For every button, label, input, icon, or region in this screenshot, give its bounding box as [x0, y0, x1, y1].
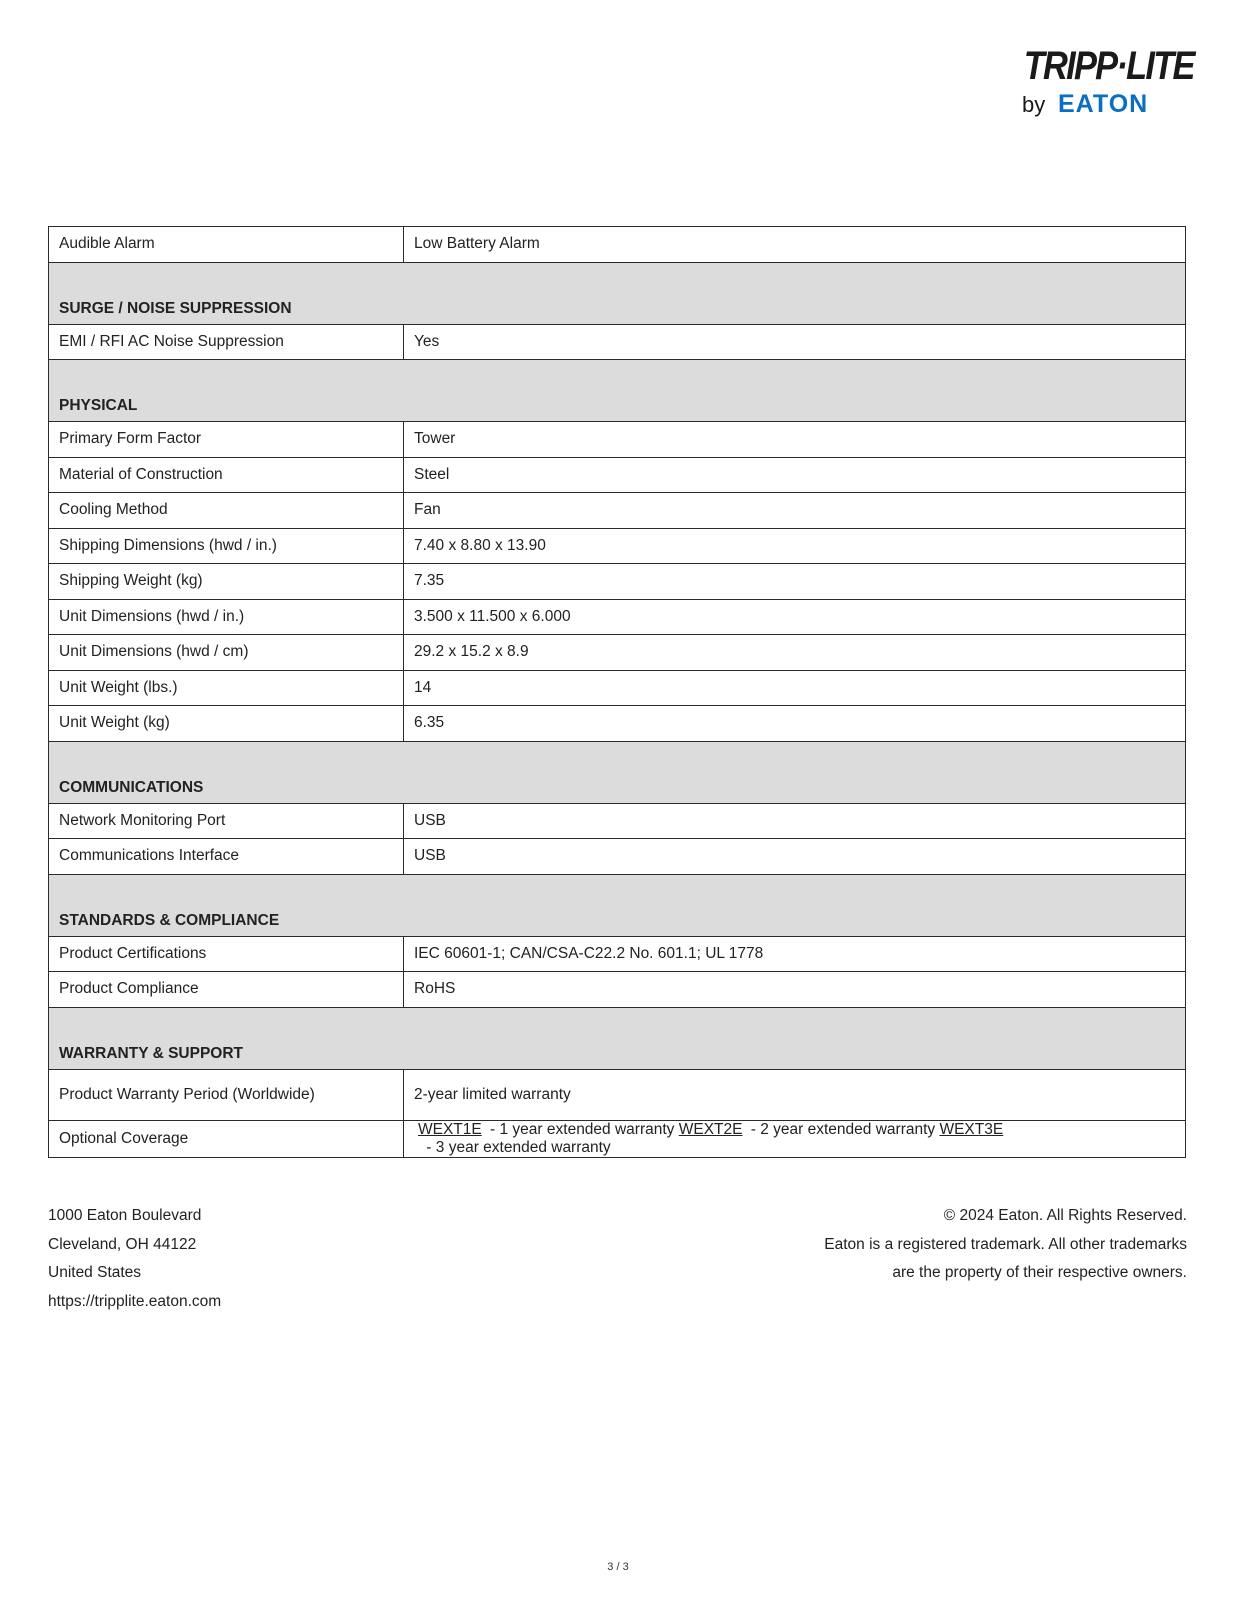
table-row: [49, 936, 1186, 972]
warranty-description: - 1 year extended warranty: [485, 1120, 679, 1138]
spec-value: USB: [404, 803, 1186, 839]
spec-label: EMI / RFI AC Noise Suppression: [49, 324, 404, 360]
table-row: [49, 564, 1186, 600]
spec-value: 6.35: [404, 706, 1186, 742]
page-number: 3 / 3: [607, 1561, 629, 1573]
table-row: [49, 599, 1186, 635]
section-header: SURGE / NOISE SUPPRESSION: [49, 262, 1186, 324]
legal-line-2: Eaton is a registered trademark. All other trademarks: [824, 1235, 1187, 1253]
table-row: [49, 324, 1186, 360]
spec-value: Yes: [404, 324, 1186, 360]
spec-value: RoHS: [404, 972, 1186, 1008]
table-row: [49, 528, 1186, 564]
spec-label: Optional Coverage: [49, 1120, 404, 1157]
table-row: [49, 457, 1186, 493]
legal-line-1: © 2024 Eaton. All Rights Reserved.: [943, 1207, 1187, 1224]
tripp-lite-logo: [1018, 44, 1194, 122]
spec-label: Cooling Method: [49, 493, 404, 529]
spec-value: Steel: [404, 457, 1186, 493]
spec-label: Audible Alarm: [49, 227, 404, 263]
table-row: [49, 706, 1186, 742]
spec-label: Communications Interface: [49, 839, 404, 875]
table-row: [49, 803, 1186, 839]
spec-value: 29.2 x 15.2 x 8.9: [404, 635, 1186, 671]
table-row-optional-coverage: [49, 1120, 1186, 1157]
spec-value: Fan: [404, 493, 1186, 529]
section-header: WARRANTY & SUPPORT: [49, 1007, 1186, 1069]
section-header: PHYSICAL: [49, 360, 1186, 422]
legal-line-3: are the property of their respective owners.: [892, 1264, 1187, 1281]
warranty-link-wext2e[interactable]: WEXT2E: [678, 1120, 743, 1138]
spec-value: IEC 60601-1; CAN/CSA-C22.2 No. 601.1; UL 1778: [404, 936, 1186, 972]
address-line-3: United States: [48, 1264, 142, 1281]
spec-value: 7.35: [404, 564, 1186, 600]
table-row: [49, 1069, 1186, 1120]
spec-value: 14: [404, 670, 1186, 706]
footer-legal: [824, 1202, 1187, 1288]
spec-value: 7.40 x 8.80 x 13.90: [404, 528, 1186, 564]
spec-label: Network Monitoring Port: [49, 803, 404, 839]
table-row: [49, 839, 1186, 875]
table-row: [49, 227, 1186, 263]
spec-value: Tower: [404, 422, 1186, 458]
table-row: [49, 972, 1186, 1008]
optional-coverage-value: [404, 1120, 1186, 1157]
section-header-row: [49, 741, 1186, 803]
spec-label: Primary Form Factor: [49, 422, 404, 458]
spec-label: Unit Dimensions (hwd / cm): [49, 635, 404, 671]
spec-label: Material of Construction: [49, 457, 404, 493]
table-row: [49, 670, 1186, 706]
section-header-row: [49, 874, 1186, 936]
website-link[interactable]: https://tripplite.eaton.com: [48, 1292, 222, 1310]
section-header: STANDARDS & COMPLIANCE: [49, 874, 1186, 936]
eaton-logo: EATON: [1058, 90, 1149, 118]
warranty-link-wext3e[interactable]: WEXT3E: [939, 1120, 1004, 1138]
spec-label: Unit Dimensions (hwd / in.): [49, 599, 404, 635]
spec-table: [48, 226, 1186, 1158]
table-row: [49, 422, 1186, 458]
logo-by: by: [1022, 92, 1046, 117]
section-header-row: [49, 360, 1186, 422]
spec-label: Product Certifications: [49, 936, 404, 972]
warranty-link-wext1e[interactable]: WEXT1E: [418, 1120, 482, 1138]
logo-brand: TRIPP·LITE: [1023, 44, 1194, 88]
table-row: [49, 635, 1186, 671]
spec-label: Shipping Weight (kg): [49, 564, 404, 600]
spec-table-body: [49, 227, 1186, 1158]
section-header-row: [49, 262, 1186, 324]
spec-value: 2-year limited warranty: [404, 1069, 1186, 1120]
spec-label: Product Compliance: [49, 972, 404, 1008]
address-line-2: Cleveland, OH 44122: [48, 1235, 197, 1253]
spec-value: Low Battery Alarm: [404, 227, 1186, 263]
warranty-description: - 3 year extended warranty: [422, 1138, 611, 1156]
table-row: [49, 493, 1186, 529]
section-header-row: [49, 1007, 1186, 1069]
address-line-1: 1000 Eaton Boulevard: [48, 1207, 202, 1224]
warranty-description: - 2 year extended warranty: [746, 1120, 940, 1138]
spec-value: USB: [404, 839, 1186, 875]
spec-label: Shipping Dimensions (hwd / in.): [49, 528, 404, 564]
spec-label: Unit Weight (lbs.): [49, 670, 404, 706]
spec-label: Unit Weight (kg): [49, 706, 404, 742]
footer-address: [48, 1202, 221, 1316]
spec-label: Product Warranty Period (Worldwide): [49, 1069, 404, 1120]
spec-value: 3.500 x 11.500 x 6.000: [404, 599, 1186, 635]
section-header: COMMUNICATIONS: [49, 741, 1186, 803]
